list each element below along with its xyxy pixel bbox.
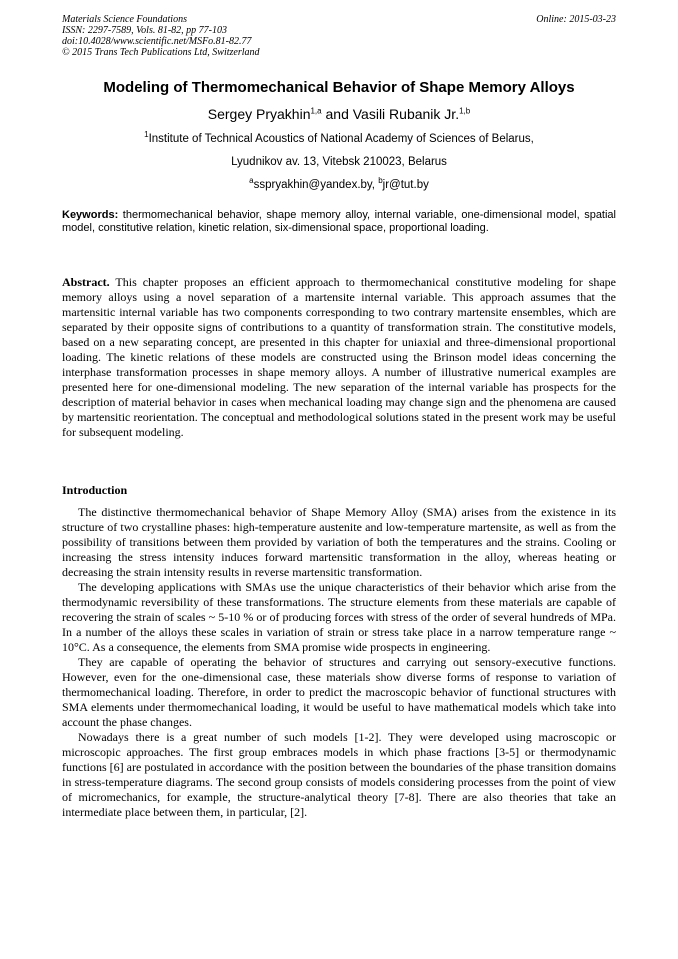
- paragraph: The developing applications with SMAs use the unique characteristics of their behavior which arise from the thermodynamic reversibility of these transformations. The structure elements from these materials are capable of recovering the strain of scales ~ 5-10 % or of producing forces with stress of the order of several hundreds of MPa. In a number of the alloys these scales in variation of strain or stress take place in a narrow temperature range ~ 10°C. As a consequence, the elements from SMA promise wide prospects in engineering.: [62, 580, 616, 654]
- copyright-line: © 2015 Trans Tech Publications Ltd, Switzerland: [62, 47, 260, 58]
- author-1: Sergey Pryakhin: [207, 106, 311, 122]
- email-b: jr@tut.by: [382, 179, 429, 191]
- affiliation-institute: [62, 132, 616, 146]
- journal-name: Materials Science Foundations: [62, 14, 187, 25]
- institute-name: Institute of Technical Acoustics of National Academy of Sciences of Belarus,: [148, 133, 534, 145]
- online-date: Online: 2015-03-23: [536, 14, 616, 25]
- author-line: [62, 105, 616, 123]
- email-b-sup: b: [378, 176, 383, 186]
- header-citation: [62, 14, 616, 58]
- keywords-text: thermomechanical behavior, shape memory alloy, internal variable, one-dimensional model, spatial model, constitutive relation, kinetic relation, six-dimensional space, proportional loading.: [62, 209, 616, 234]
- email-a-sup: a: [249, 176, 254, 186]
- keywords-block: [62, 209, 616, 235]
- author-1-sup: 1,a: [310, 106, 322, 116]
- doi-line: doi:10.4028/www.scientific.net/MSFo.81-82.77: [62, 36, 252, 47]
- introduction-heading: Introduction: [62, 483, 128, 497]
- affiliation-address: Lyudnikov av. 13, Vitebsk 210023, Belarus: [231, 156, 447, 168]
- email-a: sspryakhin@yandex.by,: [253, 179, 379, 191]
- introduction-body: [62, 505, 616, 820]
- abstract-block: [62, 275, 616, 440]
- author-conjunction: and: [321, 106, 353, 122]
- paper-title: Modeling of Thermomechanical Behavior of Shape Memory Alloys: [103, 79, 575, 96]
- email-line: [62, 178, 616, 192]
- paragraph: The distinctive thermomechanical behavior of Shape Memory Alloy (SMA) arises from the existence in its structure of two crystalline phases: high-temperature austenite and low-temperature martensite, as well as from the possibility of transitions between them provided by variation of both the temperatures and the strains. Cooling or increasing the stress intensity induces forward martensitic transformation in the alloy, whereas heating or decreasing the strain intensity results in reverse martensitic transformation.: [62, 505, 616, 579]
- affiliation-sup: 1: [144, 130, 149, 140]
- author-2: Vasili Rubanik Jr.: [352, 106, 460, 122]
- paragraph: They are capable of operating the behavior of structures and carrying out sensory-executive functions. However, even for the one-dimensional case, these materials show diverse forms of response to variation of thermomechanical loading. Therefore, in order to predict the macroscopic behavior of functional structures with SMA elements under thermomechanical loading, it would be useful to have mathematical models which take into account the phase changes.: [62, 655, 616, 729]
- author-2-sup: 1,b: [459, 106, 471, 116]
- paragraph: Nowadays there is a great number of such models [1-2]. They were developed using macroscopic or microscopic approaches. The first group embraces models in which phase fractions [3-5] or thermodynamic functions [6] are postulated in accordance with the position between the boundaries of the phase transition domains in stress-temperature diagrams. The second group consists of models considering processes from the point of view of micromechanics, for example, the structure-analytical theory [7-8]. There are also theories that take an intermediate place between them, in particular, [2].: [62, 730, 616, 819]
- keywords-label: Keywords:: [62, 209, 119, 221]
- issn-line: ISSN: 2297-7589, Vols. 81-82, pp 77-103: [62, 25, 227, 36]
- abstract-label: Abstract.: [62, 275, 110, 289]
- abstract-text: This chapter proposes an efficient approach to thermomechanical constitutive modeling for shape memory alloys using a novel separation of a martensite internal variable. This approach assumes that the martensitic internal variable has two components corresponding to two contrary martensite ensembles, which are separated by their opposite signs of contributions to a quantity of transformation strain. The constitutive models, based on a new separating concept, are presented in this chapter for uniaxial and three-dimensional proportional loading. The kinetic relations of these models are constructed using the Brinson model ideas concerning the interphase transformation processes in shape memory alloys. A number of illustrative numerical examples are presented here for one-dimensional modeling. The new separation of the internal variable has prospects for the description of material behavior in cases when mechanical loading may change sign and the phenomena are caused by martensitic reorientation. The conceptual and methodological solutions stated in the present work may be useful for subsequent modeling.: [62, 275, 616, 439]
- title-block: [62, 78, 616, 192]
- journal-header: [62, 14, 616, 58]
